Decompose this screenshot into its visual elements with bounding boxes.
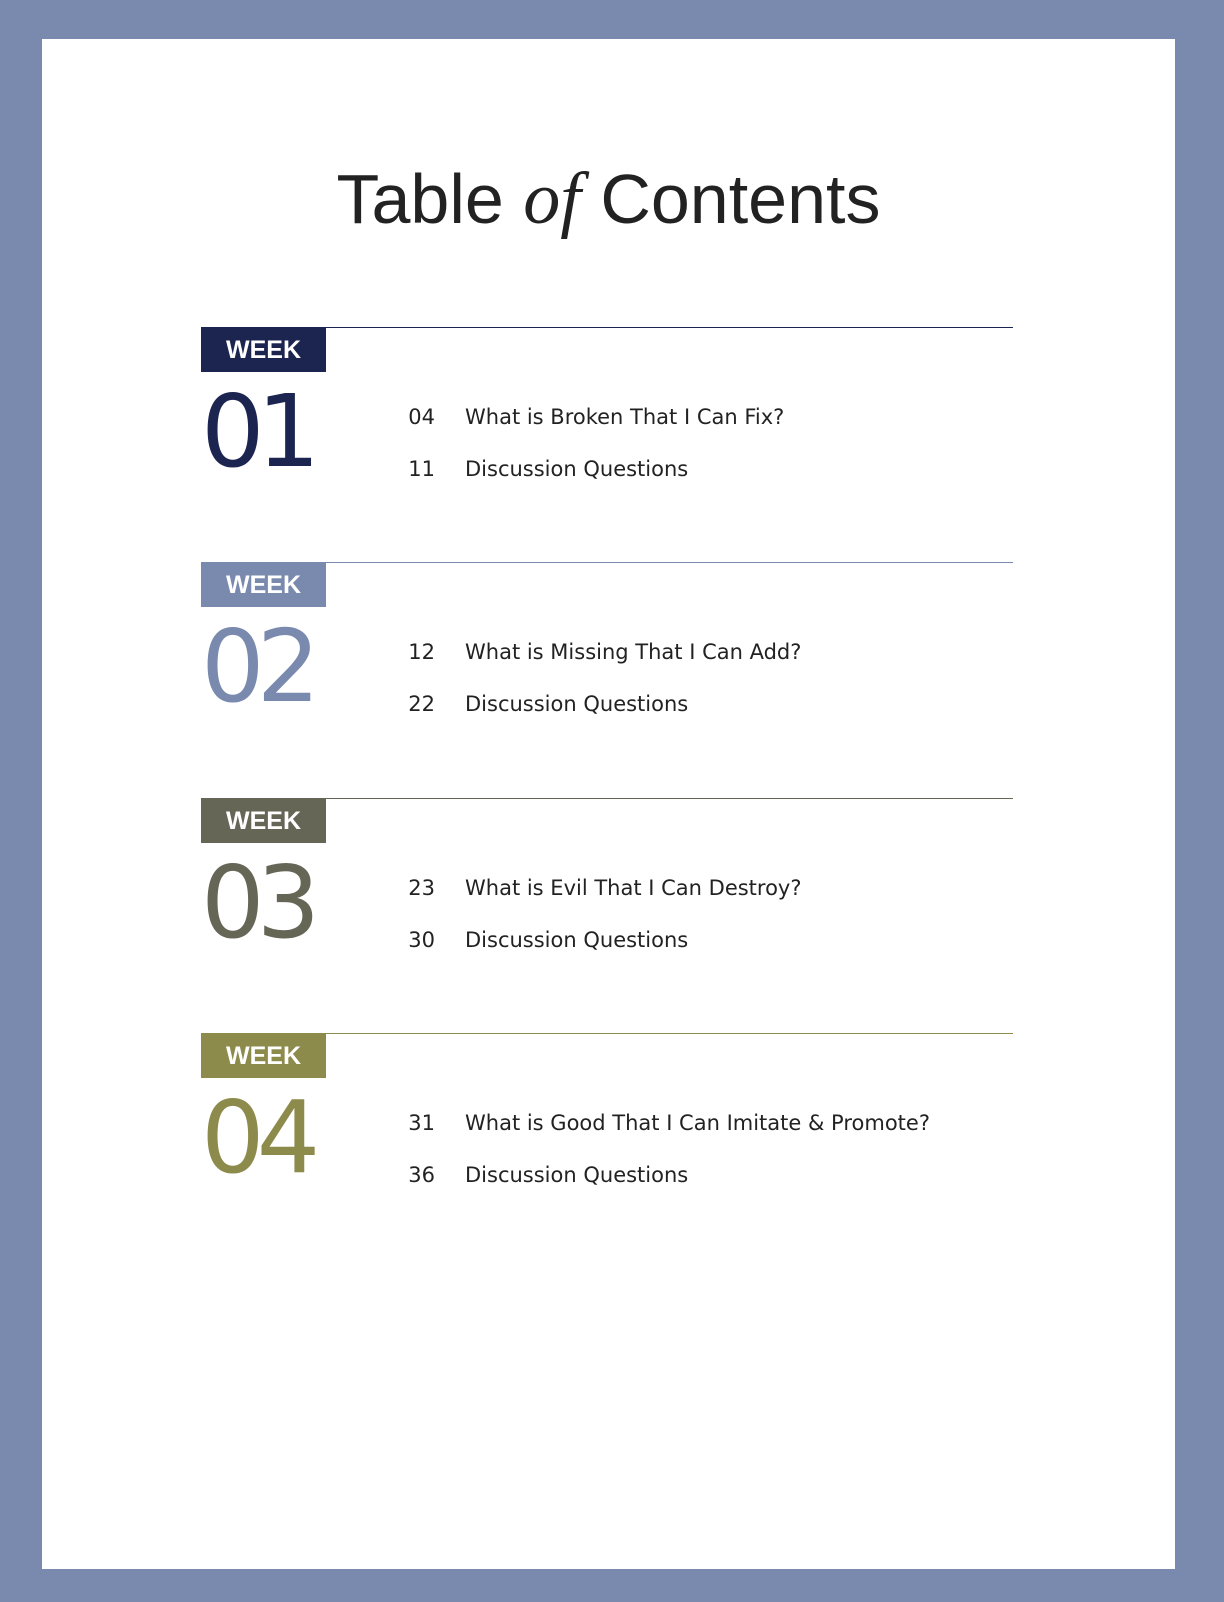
page-number: 12 [408,640,435,664]
page-number: 30 [408,928,435,952]
toc-entry[interactable] [391,678,1051,730]
toc-entry[interactable] [391,862,1051,914]
week-tag: WEEK [201,1033,326,1078]
page-number: 31 [408,1111,435,1135]
week-entries [391,862,1051,966]
toc-entry[interactable] [391,391,1051,443]
toc-entry[interactable] [391,626,1051,678]
entry-title: Discussion Questions [465,692,689,716]
page-number: 04 [408,405,435,429]
title-part-contents: Contents [600,160,881,238]
section-rule [325,1033,1013,1034]
week-entries [391,391,1051,495]
toc-entry[interactable] [391,914,1051,966]
page-title [42,157,1175,242]
toc-entry[interactable] [391,1097,1051,1149]
week-entries [391,626,1051,730]
title-part-table: Table [336,160,504,238]
week-tag: WEEK [201,327,326,372]
entry-title: Discussion Questions [465,457,689,481]
page-number: 36 [408,1163,435,1187]
document-page [42,39,1175,1569]
week-entries [391,1097,1051,1201]
section-rule [325,798,1013,799]
entry-title: What is Evil That I Can Destroy? [465,876,802,900]
title-part-of: of [523,158,581,240]
week-section-01 [201,327,1055,490]
toc-entry[interactable] [391,443,1051,495]
entry-title: What is Good That I Can Imitate & Promote? [465,1111,930,1135]
section-rule [325,562,1013,563]
week-tag: WEEK [201,562,326,607]
entry-title: What is Missing That I Can Add? [465,640,802,664]
page-number: 11 [408,457,435,481]
section-rule [325,327,1013,328]
entry-title: Discussion Questions [465,1163,689,1187]
week-section-02 [201,562,1055,725]
week-number: 01 [201,373,313,490]
entry-title: What is Broken That I Can Fix? [465,405,785,429]
entry-title: Discussion Questions [465,928,689,952]
week-number: 02 [201,608,313,725]
page-number: 23 [408,876,435,900]
toc-entry[interactable] [391,1149,1051,1201]
week-number: 03 [201,844,313,961]
week-number: 04 [201,1079,313,1196]
week-tag: WEEK [201,798,326,843]
week-section-04 [201,1033,1055,1196]
page-number: 22 [408,692,435,716]
week-section-03 [201,798,1055,961]
